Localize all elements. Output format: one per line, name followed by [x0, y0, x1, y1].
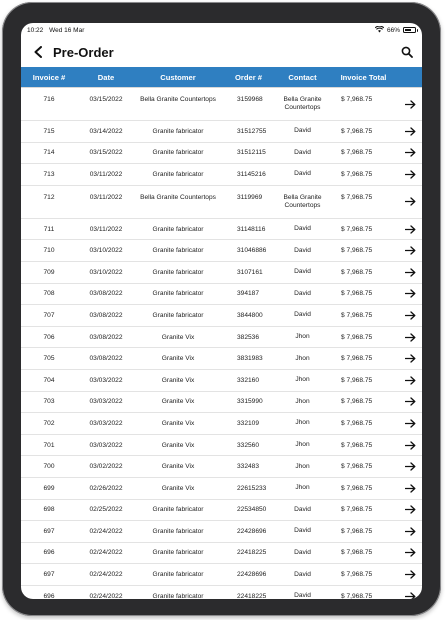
table-row[interactable]	[21, 392, 422, 414]
order-date: 03/11/2022	[89, 170, 123, 178]
customer-name: Granite fabricator	[152, 592, 204, 599]
invoice-number: 704	[43, 376, 55, 384]
order-date: 03/08/2022	[89, 333, 123, 341]
order-date: 02/24/2022	[89, 527, 123, 535]
contact-name: David	[294, 170, 311, 178]
arrow-right-icon[interactable]	[398, 170, 422, 179]
status-left	[27, 27, 84, 34]
invoice-total: $ 7,968.75	[341, 311, 373, 319]
customer-name: Bella Granite Countertops	[140, 193, 216, 201]
table-row[interactable]	[21, 88, 422, 121]
invoice-total: $ 7,968.75	[341, 571, 373, 579]
customer-name: Granite fabricator	[152, 527, 204, 535]
table-row[interactable]	[21, 521, 422, 543]
invoice-number: 714	[43, 149, 55, 157]
order-date: 02/24/2022	[89, 549, 123, 557]
invoice-number: 696	[43, 549, 55, 557]
invoice-total: $ 7,968.75	[341, 268, 373, 276]
arrow-right-icon[interactable]	[398, 333, 422, 342]
wifi-icon	[375, 26, 384, 35]
invoice-total: $ 7,968.75	[341, 355, 373, 363]
arrow-right-icon[interactable]	[398, 505, 422, 514]
order-number: 22615233	[237, 484, 267, 492]
order-number: 394187	[237, 290, 260, 298]
arrow-right-icon[interactable]	[398, 225, 422, 234]
customer-name: Granite fabricator	[152, 290, 204, 298]
table-row[interactable]	[21, 478, 422, 500]
screen	[21, 23, 422, 599]
search-icon[interactable]	[401, 45, 414, 58]
invoice-total: $ 7,968.75	[341, 419, 373, 427]
table-row[interactable]	[21, 305, 422, 327]
order-number: 22534850	[237, 506, 267, 514]
arrow-right-icon[interactable]	[398, 197, 422, 206]
order-date: 03/03/2022	[89, 398, 123, 406]
table-row[interactable]	[21, 435, 422, 457]
order-number: 22418225	[237, 592, 267, 599]
contact-name: Jhon	[295, 462, 310, 470]
invoice-total: $ 7,968.75	[341, 398, 373, 406]
invoice-total: $ 7,968.75	[341, 463, 373, 471]
battery-fill	[405, 29, 411, 31]
contact-name: Bella Granite Countertops	[283, 96, 322, 111]
order-date: 03/08/2022	[89, 311, 123, 319]
column-header-customer[interactable]: Customer	[160, 72, 196, 82]
customer-name: Granite Vix	[161, 376, 195, 384]
table-row[interactable]	[21, 413, 422, 435]
invoice-number: 700	[43, 463, 55, 471]
invoice-number: 710	[43, 247, 55, 255]
battery-percent: 66%	[386, 26, 400, 34]
table-row[interactable]	[21, 456, 422, 478]
invoice-number: 715	[43, 127, 55, 135]
table-row[interactable]	[21, 327, 422, 349]
invoice-total: $ 7,968.75	[341, 333, 373, 341]
invoice-total: $ 7,968.75	[341, 225, 373, 233]
battery-icon	[403, 27, 416, 33]
customer-name: Granite Vix	[161, 333, 195, 341]
arrow-right-icon[interactable]	[398, 484, 422, 493]
arrow-right-icon[interactable]	[398, 127, 422, 136]
column-header-invoice-total[interactable]: Invoice Total	[340, 72, 387, 82]
order-date: 03/10/2022	[89, 247, 123, 255]
order-date: 03/15/2022	[89, 149, 123, 157]
column-header-order[interactable]: Order #	[234, 72, 262, 82]
table-row[interactable]	[21, 586, 422, 599]
customer-name: Granite fabricator	[152, 127, 204, 135]
order-number: 31148116	[237, 225, 266, 233]
contact-name: David	[294, 311, 311, 319]
arrow-right-icon[interactable]	[398, 376, 422, 385]
contact-name: Jhon	[295, 376, 310, 384]
order-number: 3159968	[237, 96, 263, 103]
table-row[interactable]	[21, 262, 422, 284]
order-number: 3831983	[237, 355, 263, 363]
invoice-number: 697	[43, 571, 55, 579]
invoice-total: $ 7,968.75	[341, 441, 373, 449]
table-row[interactable]	[21, 219, 422, 241]
contact-name: David	[294, 246, 311, 254]
invoice-total: $ 7,968.75	[341, 290, 373, 298]
invoice-number: 706	[43, 333, 55, 341]
arrow-right-icon[interactable]	[398, 289, 422, 298]
invoice-number: 707	[43, 311, 55, 319]
customer-name: Granite fabricator	[152, 571, 204, 579]
order-number: 22418225	[237, 549, 267, 557]
order-date: 02/26/2022	[89, 484, 123, 492]
invoice-total: $ 7,968.75	[341, 96, 373, 103]
invoice-total: $ 7,968.75	[341, 506, 373, 514]
arrow-right-icon[interactable]	[398, 592, 422, 599]
contact-name: Jhon	[295, 333, 310, 341]
order-date: 03/03/2022	[89, 419, 123, 427]
customer-name: Granite Vix	[161, 441, 195, 449]
order-date: 03/08/2022	[89, 355, 123, 363]
arrow-right-icon[interactable]	[398, 268, 422, 277]
customer-name: Granite fabricator	[152, 149, 204, 157]
back-arrow-icon[interactable]	[31, 45, 45, 59]
order-number: 332560	[237, 441, 260, 449]
column-header-contact[interactable]: Contact	[288, 72, 317, 82]
order-number: 22428696	[237, 527, 267, 535]
invoice-number: 709	[43, 268, 55, 276]
invoice-number: 698	[43, 506, 55, 514]
order-date: 03/10/2022	[89, 268, 123, 276]
nav-bar	[21, 37, 422, 67]
table-body	[21, 87, 422, 599]
contact-name: Jhon	[295, 354, 310, 362]
order-date: 02/25/2022	[89, 506, 123, 514]
table-row[interactable]	[21, 543, 422, 565]
status-bar	[21, 23, 422, 37]
tablet-frame	[2, 2, 441, 616]
order-number: 22428696	[237, 571, 267, 579]
invoice-number: 701	[43, 441, 55, 449]
customer-name: Granite Vix	[161, 398, 195, 406]
invoice-total: $ 7,968.75	[341, 527, 373, 535]
order-date: 03/11/2022	[89, 193, 123, 201]
table-row[interactable]	[21, 564, 422, 586]
customer-name: Granite fabricator	[152, 506, 204, 514]
order-number: 3119969	[237, 193, 263, 201]
order-number: 31046886	[237, 247, 267, 255]
page-title: Pre-Order	[53, 44, 114, 60]
arrow-right-icon[interactable]	[398, 548, 422, 557]
table-row[interactable]	[21, 370, 422, 392]
table-header	[21, 67, 422, 87]
order-number: 382536	[237, 333, 260, 341]
table-row[interactable]	[21, 143, 422, 165]
contact-name: David	[294, 570, 311, 578]
invoice-total: $ 7,968.75	[341, 376, 373, 384]
invoice-total: $ 7,968.75	[341, 149, 373, 157]
column-header-invoice[interactable]: Invoice #	[32, 72, 66, 82]
contact-name: David	[294, 505, 311, 513]
invoice-number: 697	[43, 527, 55, 535]
arrow-right-icon[interactable]	[398, 311, 422, 320]
table-row[interactable]	[21, 240, 422, 262]
order-number: 31145216	[237, 170, 266, 178]
contact-name: David	[294, 127, 311, 135]
order-date: 03/15/2022	[89, 96, 123, 103]
invoice-number: 699	[43, 484, 55, 492]
customer-name: Granite fabricator	[152, 170, 204, 178]
invoice-number: 705	[43, 355, 55, 363]
contact-name: Jhon	[295, 397, 310, 405]
invoice-number: 696	[43, 592, 55, 599]
table-row[interactable]	[21, 186, 422, 219]
order-number: 31512115	[237, 149, 266, 157]
customer-name: Granite fabricator	[152, 311, 204, 319]
order-number: 332483	[237, 463, 260, 471]
customer-name: Granite Vix	[161, 463, 195, 471]
contact-name: David	[294, 289, 311, 297]
invoice-number: 711	[43, 225, 55, 233]
contact-name: Jhon	[295, 441, 310, 449]
order-number: 3107161	[237, 268, 263, 276]
table-row[interactable]	[21, 164, 422, 186]
contact-name: Jhon	[295, 484, 310, 492]
customer-name: Granite Vix	[161, 419, 195, 427]
order-date: 03/08/2022	[89, 290, 123, 298]
customer-name: Granite fabricator	[152, 247, 204, 255]
invoice-number: 712	[43, 193, 55, 201]
order-date: 03/03/2022	[89, 376, 123, 384]
invoice-number: 702	[43, 419, 55, 427]
contact-name: David	[294, 268, 311, 276]
arrow-right-icon[interactable]	[398, 462, 422, 471]
invoice-total: $ 7,968.75	[341, 247, 373, 255]
table-row[interactable]	[21, 121, 422, 143]
contact-name: Jhon	[295, 419, 310, 427]
arrow-right-icon[interactable]	[398, 419, 422, 428]
arrow-right-icon[interactable]	[398, 441, 422, 450]
table-row[interactable]	[21, 500, 422, 522]
invoice-total: $ 7,968.75	[341, 592, 373, 599]
customer-name: Granite Vix	[161, 355, 195, 363]
order-date: 02/24/2022	[89, 571, 123, 579]
arrow-right-icon[interactable]	[398, 148, 422, 157]
contact-name: David	[294, 548, 311, 556]
arrow-right-icon[interactable]	[398, 570, 422, 579]
arrow-right-icon[interactable]	[398, 527, 422, 536]
order-number: 3844800	[237, 311, 263, 319]
invoice-total: $ 7,968.75	[341, 127, 373, 135]
invoice-number: 708	[43, 290, 55, 298]
customer-name: Granite fabricator	[152, 549, 204, 557]
order-date: 03/02/2022	[89, 463, 123, 471]
order-number: 332160	[237, 376, 260, 384]
invoice-number: 703	[43, 398, 55, 406]
contact-name: David	[294, 148, 311, 156]
customer-name: Granite fabricator	[152, 268, 204, 276]
contact-name: David	[294, 225, 311, 233]
order-date: 03/03/2022	[89, 441, 123, 449]
customer-name: Granite fabricator	[152, 225, 204, 233]
status-date: Wed 16 Mar	[49, 26, 85, 34]
table-row[interactable]	[21, 284, 422, 306]
invoice-total: $ 7,968.75	[341, 549, 373, 557]
arrow-right-icon[interactable]	[398, 354, 422, 363]
customer-name: Bella Granite Countertops	[140, 96, 216, 103]
arrow-right-icon[interactable]	[398, 100, 422, 109]
arrow-right-icon[interactable]	[398, 246, 422, 255]
invoice-number: 716	[43, 96, 55, 103]
contact-name: Bella Granite Countertops	[283, 193, 322, 209]
order-date: 03/11/2022	[89, 225, 123, 233]
order-date: 02/24/2022	[89, 592, 123, 599]
invoice-number: 713	[43, 170, 55, 178]
contact-name: David	[294, 527, 311, 535]
invoice-total: $ 7,968.75	[341, 484, 373, 492]
order-number: 31512755	[237, 127, 267, 135]
order-number: 3315990	[237, 398, 263, 406]
invoice-total: $ 7,968.75	[341, 170, 373, 178]
order-number: 332109	[237, 419, 260, 427]
status-time: 10:22	[27, 26, 44, 34]
table-row[interactable]	[21, 348, 422, 370]
customer-name: Granite Vix	[161, 484, 195, 492]
contact-name: David	[294, 592, 311, 599]
column-header-date[interactable]: Date	[97, 72, 115, 82]
status-right	[375, 26, 416, 35]
order-date: 03/14/2022	[89, 127, 123, 135]
invoice-total: $ 7,968.75	[341, 193, 373, 201]
arrow-right-icon[interactable]	[398, 397, 422, 406]
